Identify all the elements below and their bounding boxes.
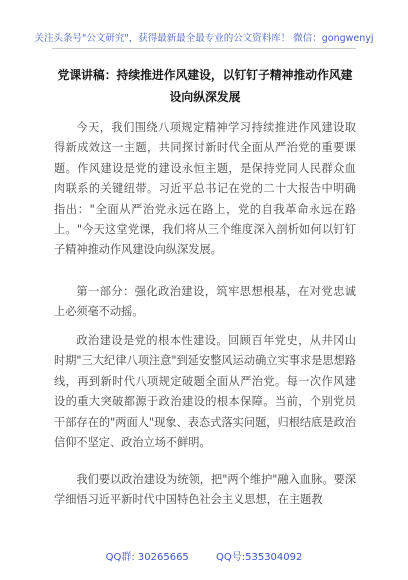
paragraph-two-safeguards: 我们要以政治建设为统领，把"两个维护"融入血脉。要深学细悟习近平新时代中国特色社会主义思想，在主题教 bbox=[54, 473, 356, 507]
paragraph-intro: 今天，我们围绕八项规定精神学习持续推进作风建设取得新成效这一主题，共同探讨新时代全面从严治党的重要课题。作风建设是党的建设永恒主题，是保持党同人民群众血肉联系的关键纽带。习近平总书记在党的二十大报告中明确指出："全面从严治党永远在路上，党的自我革命永远在路上。"今天这堂党课，我们将从三个维度深入剖析如何以钉钉子精神推动作风建设向纵深发展。 bbox=[54, 121, 356, 257]
paragraph-part-one-heading: 第一部分：强化政治建设，筑牢思想根基，在对党忠诚上必须毫不动摇。 bbox=[54, 285, 356, 319]
header-divider bbox=[52, 48, 356, 49]
footer-qq-number: QQ号:535304092 bbox=[216, 552, 303, 563]
header-note: 关注头条号"公文研究"，获得最新最全最专业的公文资料库！ 微信：gongwenyj bbox=[34, 33, 374, 44]
document-title: 党课讲稿：持续推进作风建设，以钉钉子精神推动作风建设向纵深发展 bbox=[57, 68, 353, 104]
paragraph-political-building: 政治建设是党的根本性建设。回顾百年党史，从井冈山时期"三大纪律八项注意"到延安整风运动确立实事求是思想路线，再到新时代八项规定破题全面从严治党。每一次作风建设的重大突破都源于政治建设的根本保障。当前，个别党员干部存在的"两面人"现象、表态式落实问题，归根结底是政治信仰不坚定、政治立场不鲜明。 bbox=[54, 334, 356, 450]
footer-contact bbox=[0, 548, 408, 563]
footer-qq-group: QQ群: 30265665 bbox=[105, 552, 189, 563]
